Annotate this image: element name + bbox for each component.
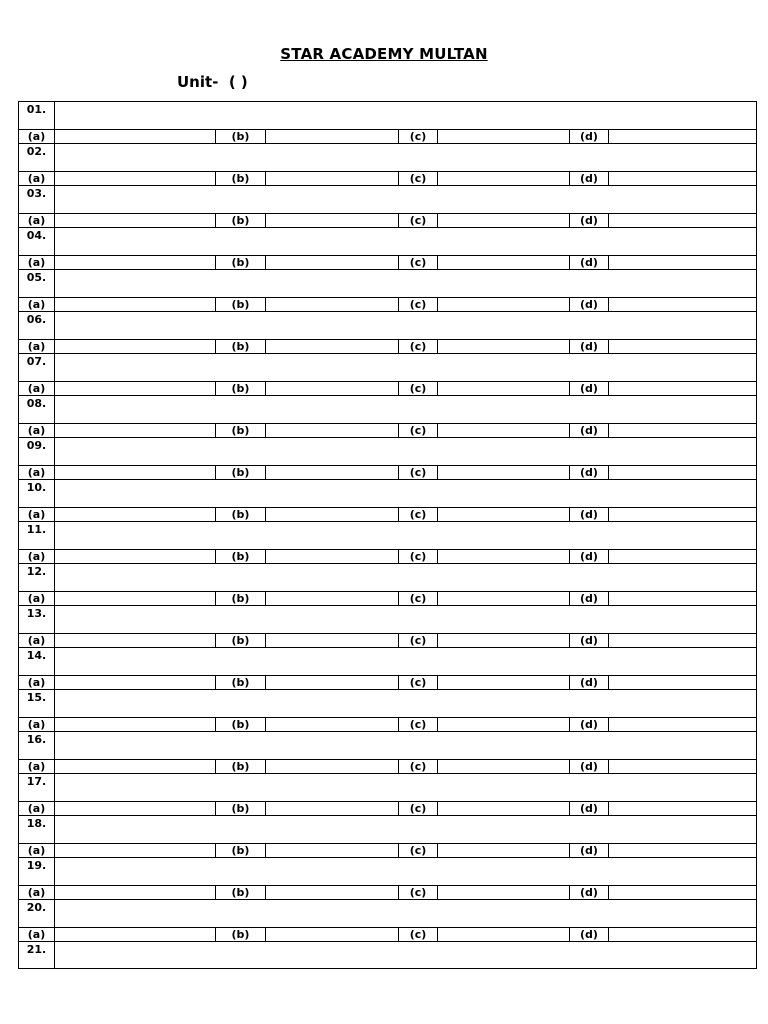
question-row — [19, 900, 756, 927]
options-row — [19, 171, 756, 186]
option-label-d: (d) — [569, 508, 609, 521]
question-number: 02. — [19, 144, 55, 171]
option-label-d: (d) — [569, 298, 609, 311]
question-text-area[interactable] — [56, 690, 756, 717]
question-text-area[interactable] — [56, 312, 756, 339]
question-text-area[interactable] — [56, 774, 756, 801]
question-number: 14. — [19, 648, 55, 675]
option-label-b: (b) — [215, 886, 266, 899]
option-label-b: (b) — [215, 802, 266, 815]
option-label-a: (a) — [19, 298, 55, 311]
question-text-area[interactable] — [56, 186, 756, 213]
option-label-a: (a) — [19, 760, 55, 773]
options-row — [19, 843, 756, 858]
option-label-d: (d) — [569, 844, 609, 857]
question-text-area[interactable] — [56, 228, 756, 255]
question-row — [19, 858, 756, 885]
option-label-d: (d) — [569, 466, 609, 479]
option-label-b: (b) — [215, 382, 266, 395]
question-text-area[interactable] — [56, 942, 756, 969]
options-row — [19, 885, 756, 900]
option-label-b: (b) — [215, 172, 266, 185]
option-label-a: (a) — [19, 340, 55, 353]
question-row — [19, 102, 756, 129]
question-text-area[interactable] — [56, 522, 756, 549]
option-label-d: (d) — [569, 214, 609, 227]
option-label-b: (b) — [215, 760, 266, 773]
option-label-a: (a) — [19, 676, 55, 689]
option-label-b: (b) — [215, 592, 266, 605]
option-label-c: (c) — [398, 718, 438, 731]
question-text-area[interactable] — [56, 102, 756, 129]
question-number: 15. — [19, 690, 55, 717]
option-label-d: (d) — [569, 676, 609, 689]
question-number: 19. — [19, 858, 55, 885]
question-number: 17. — [19, 774, 55, 801]
option-label-c: (c) — [398, 592, 438, 605]
question-row — [19, 522, 756, 549]
question-row — [19, 438, 756, 465]
question-number: 10. — [19, 480, 55, 507]
question-text-area[interactable] — [56, 858, 756, 885]
question-row — [19, 270, 756, 297]
option-label-c: (c) — [398, 130, 438, 143]
options-row — [19, 255, 756, 270]
option-label-c: (c) — [398, 676, 438, 689]
option-label-c: (c) — [398, 802, 438, 815]
option-label-c: (c) — [398, 928, 438, 941]
question-row — [19, 942, 756, 969]
option-label-b: (b) — [215, 340, 266, 353]
option-label-d: (d) — [569, 550, 609, 563]
option-label-d: (d) — [569, 718, 609, 731]
option-label-a: (a) — [19, 424, 55, 437]
option-label-c: (c) — [398, 508, 438, 521]
page-title: STAR ACADEMY MULTAN — [280, 45, 488, 63]
question-text-area[interactable] — [56, 732, 756, 759]
question-number: 18. — [19, 816, 55, 843]
question-row — [19, 732, 756, 759]
options-row — [19, 591, 756, 606]
question-number: 12. — [19, 564, 55, 591]
question-text-area[interactable] — [56, 564, 756, 591]
question-number: 04. — [19, 228, 55, 255]
question-row — [19, 144, 756, 171]
option-label-b: (b) — [215, 508, 266, 521]
option-label-d: (d) — [569, 130, 609, 143]
question-number: 21. — [19, 942, 55, 969]
option-label-c: (c) — [398, 466, 438, 479]
option-label-d: (d) — [569, 886, 609, 899]
option-label-c: (c) — [398, 214, 438, 227]
question-number: 09. — [19, 438, 55, 465]
question-row — [19, 648, 756, 675]
option-label-d: (d) — [569, 424, 609, 437]
option-label-a: (a) — [19, 382, 55, 395]
option-label-d: (d) — [569, 760, 609, 773]
option-label-a: (a) — [19, 508, 55, 521]
options-row — [19, 759, 756, 774]
options-row — [19, 507, 756, 522]
question-number: 01. — [19, 102, 55, 129]
option-label-b: (b) — [215, 298, 266, 311]
question-text-area[interactable] — [56, 480, 756, 507]
option-label-b: (b) — [215, 844, 266, 857]
question-row — [19, 564, 756, 591]
option-label-b: (b) — [215, 928, 266, 941]
option-label-a: (a) — [19, 172, 55, 185]
option-label-c: (c) — [398, 172, 438, 185]
question-number: 07. — [19, 354, 55, 381]
options-row — [19, 423, 756, 438]
question-text-area[interactable] — [56, 438, 756, 465]
question-number: 16. — [19, 732, 55, 759]
options-row — [19, 801, 756, 816]
question-row — [19, 312, 756, 339]
option-label-d: (d) — [569, 928, 609, 941]
option-label-b: (b) — [215, 256, 266, 269]
option-label-d: (d) — [569, 592, 609, 605]
options-row — [19, 339, 756, 354]
option-label-a: (a) — [19, 844, 55, 857]
options-row — [19, 213, 756, 228]
option-label-d: (d) — [569, 634, 609, 647]
options-row — [19, 927, 756, 942]
option-label-b: (b) — [215, 466, 266, 479]
question-row — [19, 690, 756, 717]
option-label-b: (b) — [215, 718, 266, 731]
option-label-c: (c) — [398, 424, 438, 437]
question-text-area[interactable] — [56, 396, 756, 423]
option-label-b: (b) — [215, 634, 266, 647]
options-row — [19, 129, 756, 144]
question-row — [19, 396, 756, 423]
option-label-a: (a) — [19, 130, 55, 143]
option-label-d: (d) — [569, 172, 609, 185]
options-row — [19, 381, 756, 396]
question-number: 08. — [19, 396, 55, 423]
question-number: 13. — [19, 606, 55, 633]
question-row — [19, 228, 756, 255]
question-number: 11. — [19, 522, 55, 549]
option-label-d: (d) — [569, 382, 609, 395]
options-row — [19, 717, 756, 732]
option-label-a: (a) — [19, 634, 55, 647]
option-label-b: (b) — [215, 676, 266, 689]
option-label-d: (d) — [569, 802, 609, 815]
option-label-a: (a) — [19, 802, 55, 815]
options-row — [19, 549, 756, 564]
question-row — [19, 774, 756, 801]
option-label-c: (c) — [398, 298, 438, 311]
question-row — [19, 354, 756, 381]
question-row — [19, 816, 756, 843]
option-label-d: (d) — [569, 340, 609, 353]
options-row — [19, 633, 756, 648]
option-label-c: (c) — [398, 844, 438, 857]
question-text-area[interactable] — [56, 270, 756, 297]
option-label-a: (a) — [19, 256, 55, 269]
option-label-a: (a) — [19, 886, 55, 899]
option-label-c: (c) — [398, 634, 438, 647]
option-label-a: (a) — [19, 550, 55, 563]
option-label-a: (a) — [19, 214, 55, 227]
question-number: 03. — [19, 186, 55, 213]
option-label-b: (b) — [215, 214, 266, 227]
question-text-area[interactable] — [56, 816, 756, 843]
question-text-area[interactable] — [56, 648, 756, 675]
question-number: 06. — [19, 312, 55, 339]
options-row — [19, 465, 756, 480]
question-text-area[interactable] — [56, 900, 756, 927]
unit-label: Unit- ( ) — [177, 73, 248, 91]
option-label-b: (b) — [215, 550, 266, 563]
question-number: 05. — [19, 270, 55, 297]
option-label-a: (a) — [19, 592, 55, 605]
question-text-area[interactable] — [56, 354, 756, 381]
question-number: 20. — [19, 900, 55, 927]
question-row — [19, 186, 756, 213]
question-text-area[interactable] — [56, 144, 756, 171]
option-label-c: (c) — [398, 340, 438, 353]
options-row — [19, 675, 756, 690]
option-label-c: (c) — [398, 550, 438, 563]
option-label-c: (c) — [398, 886, 438, 899]
question-row — [19, 480, 756, 507]
option-label-d: (d) — [569, 256, 609, 269]
question-row — [19, 606, 756, 633]
option-label-b: (b) — [215, 130, 266, 143]
option-label-a: (a) — [19, 466, 55, 479]
option-label-a: (a) — [19, 718, 55, 731]
option-label-c: (c) — [398, 382, 438, 395]
options-row — [19, 297, 756, 312]
option-label-b: (b) — [215, 424, 266, 437]
option-label-a: (a) — [19, 928, 55, 941]
question-text-area[interactable] — [56, 606, 756, 633]
question-sheet — [18, 101, 757, 969]
option-label-c: (c) — [398, 256, 438, 269]
option-label-c: (c) — [398, 760, 438, 773]
